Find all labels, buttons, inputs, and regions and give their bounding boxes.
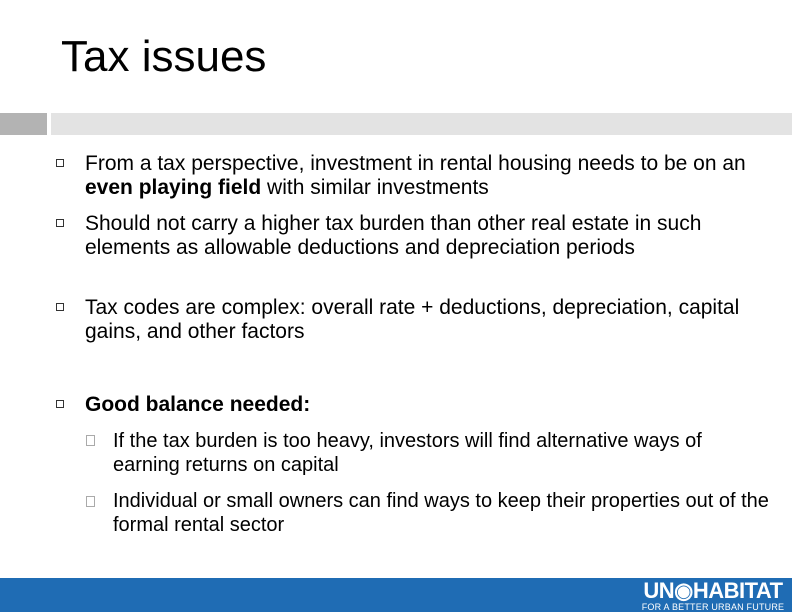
bullet-square-icon bbox=[56, 219, 64, 227]
sub-bullet-item: If the tax burden is too heavy, investors will find alternative ways of earning returns on capital bbox=[113, 430, 702, 476]
sub-bullet-icon bbox=[86, 496, 95, 507]
slide-title: Tax issues bbox=[61, 32, 267, 81]
bullet-text: From a tax perspective, investment in rental housing needs to be on an bbox=[85, 152, 746, 175]
bullet-text: with similar investments bbox=[261, 176, 489, 199]
logo-wordmark: UN◉HABITAT bbox=[643, 578, 783, 603]
bullet-item: Tax codes are complex: overall rate + deductions, depreciation, capital gains, and other factors bbox=[85, 296, 740, 343]
bullet-emphasis: even playing field bbox=[85, 176, 262, 199]
bullet-square-icon bbox=[56, 159, 64, 167]
title-rule-right bbox=[51, 113, 792, 135]
bullet-item bbox=[85, 152, 775, 200]
logo-tagline: FOR A BETTER URBAN FUTURE bbox=[641, 602, 785, 612]
bullet-square-icon bbox=[56, 400, 64, 408]
title-rule-left bbox=[0, 113, 47, 135]
bullet-item: Should not carry a higher tax burden than other real estate in such elements as allowable deductions and depreciation periods bbox=[85, 212, 702, 259]
un-habitat-logo bbox=[640, 580, 786, 612]
bullet-square-icon bbox=[56, 303, 64, 311]
sub-bullet-icon bbox=[86, 435, 95, 446]
sub-bullet-item: Individual or small owners can find ways to keep their properties out of the formal rental sector bbox=[113, 490, 769, 536]
bullet-item: Good balance needed: bbox=[85, 393, 311, 416]
